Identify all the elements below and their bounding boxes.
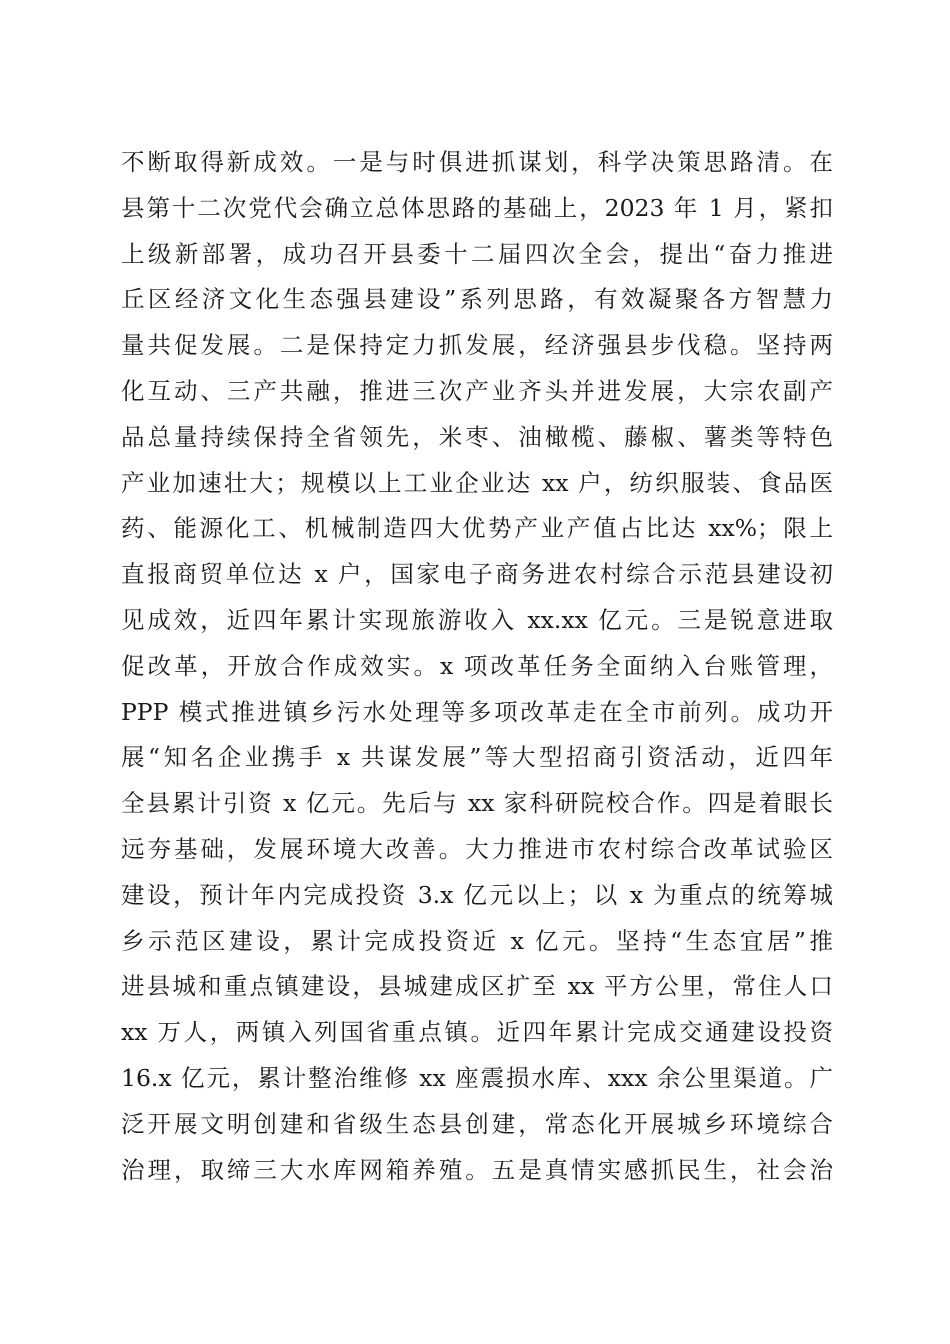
text-line: 治理，取缔三大水库网箱养殖。五是真情实感抓民生，社会治: [121, 1155, 833, 1184]
text-line: 产业加速壮大；规模以上工业企业达 xx 户，纺织服装、食品医: [121, 468, 833, 497]
text-line: 全县累计引资 x 亿元。先后与 xx 家科研院校合作。四是着眼长: [121, 789, 833, 818]
text-line: xx 万人，两镇入列国省重点镇。近四年累计完成交通建设投资: [121, 1018, 833, 1047]
text-line: 上级新部署，成功召开县委十二届四次全会，提出“奋力推进: [121, 239, 833, 268]
text-line: 建设，预计年内完成投资 3.x 亿元以上；以 x 为重点的统筹城: [121, 880, 833, 909]
text-line: 不断取得新成效。一是与时俱进抓谋划，科学决策思路清。在: [121, 148, 833, 176]
text-line: 泛开展文明创建和省级生态县创建，常态化开展城乡环境综合: [121, 1109, 833, 1138]
text-line: 见成效，近四年累计实现旅游收入 xx.xx 亿元。三是锐意进取: [121, 605, 833, 634]
text-line: 直报商贸单位达 x 户，国家电子商务进农村综合示范县建设初: [121, 560, 833, 589]
text-line: 品总量持续保持全省领先，米枣、油橄榄、藤椒、薯类等特色: [121, 422, 833, 451]
text-line: 量共促发展。二是保持定力抓发展，经济强县步伐稳。坚持两: [121, 331, 833, 360]
text-line: 化互动、三产共融，推进三次产业齐头并进发展，大宗农副产: [121, 376, 833, 405]
text-line: 远夯基础，发展环境大改善。大力推进市农村综合改革试验区: [121, 834, 833, 863]
text-line: 县第十二次党代会确立总体思路的基础上，2023 年 1 月，紧扣: [121, 193, 833, 222]
text-line: 进县城和重点镇建设，县城建成区扩至 xx 平方公里，常住人口: [121, 972, 833, 1001]
text-line: PPP 模式推进镇乡污水处理等多项改革走在全市前列。成功开: [121, 697, 833, 726]
text-line: 展“知名企业携手 x 共谋发展”等大型招商引资活动，近四年: [121, 743, 833, 772]
body-paragraph: [121, 140, 833, 1193]
text-line: 促改革，开放合作成效实。x 项改革任务全面纳入台账管理，: [121, 651, 833, 680]
text-line: 乡示范区建设，累计完成投资近 x 亿元。坚持“生态宜居”推: [121, 926, 833, 955]
text-line: 药、能源化工、机械制造四大优势产业产值占比达 xx%；限上: [121, 514, 833, 543]
text-line: 丘区经济文化生态强县建设”系列思路，有效凝聚各方智慧力: [121, 285, 833, 314]
text-line: 16.x 亿元，累计整治维修 xx 座震损水库、xxx 余公里渠道。广: [121, 1063, 833, 1092]
